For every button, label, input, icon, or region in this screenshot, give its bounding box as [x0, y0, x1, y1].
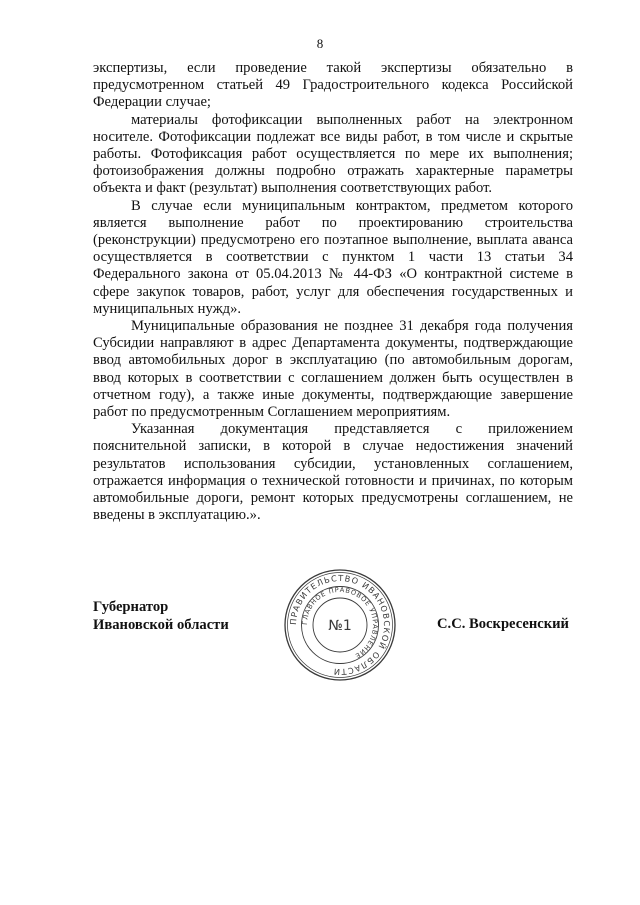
signature-title: [93, 598, 229, 634]
paragraph-explanatory-note: Указанная документация представляется с приложением пояснительной записки, в которой в случае недостижения значений результатов использования субсидии, установленных соглашением, отражается информация о технической готовности и причинах, по которым автомобильные дороги, ремонт которых предусмотрены соглашением, не введены в эксплуатацию.».: [93, 421, 573, 524]
paragraph-documents-deadline: Муниципальные образования не позднее 31 декабря года получения Субсидии направляют в адрес Департамента документы, подтверждающие ввод автомобильных дорог в эксплуатацию (по автомобильным дорогам, ввод которых в соответствии с соглашением должен быть осуществлен в отчетном году), а также иные документы, подтверждающие завершение работ по предусмотренным Соглашением мероприятиям.: [93, 318, 573, 421]
seal-outer-text: ПРАВИТЕЛЬСТВО ИВАНОВСКОЙ ОБЛАСТИ: [287, 572, 393, 678]
paragraph-expertise: экспертизы, если проведение такой экспертизы обязательно в предусмотренном статьей 49 Градостроительного кодекса Российской Федерации случае;: [93, 60, 573, 111]
signature-title-line1: Губернатор: [93, 599, 169, 615]
page-number: 8: [316, 36, 324, 51]
signer-name: С.С. Воскресенский: [437, 616, 569, 632]
document-body: [93, 60, 573, 524]
paragraph-photofixation: материалы фотофиксации выполненных работ на электронном носителе. Фотофиксации подлежат все виды работ, в том числе и скрытые работы. Фотофиксация работ осуществляется по мере их выполнения; фотоизображения должны подробно отражать характерные параметры объекта и факт (результат) выполнения соответствующих работ.: [93, 111, 573, 197]
official-seal: [282, 567, 398, 683]
seal-inner-text: ГЛАВНОЕ ПРАВОВОЕ УПРАВЛЕНИЕ: [300, 585, 380, 661]
paragraph-advance-payment: В случае если муниципальным контрактом, предметом которого является выполнение работ по проектированию строительства (реконструкции) предусмотрено его поэтапное выполнение, выплата аванса осуществляется в соответствии с пунктом 1 части 13 статьи 34 Федерального закона от 05.04.2013 № 44-ФЗ «О контрактной системе в сфере закупок товаров, работ, услуг для обеспечения государственных и муниципальных нужд».: [93, 197, 573, 317]
seal-center-text: №1: [328, 618, 352, 634]
signature-title-line2: Ивановской области: [93, 617, 229, 633]
